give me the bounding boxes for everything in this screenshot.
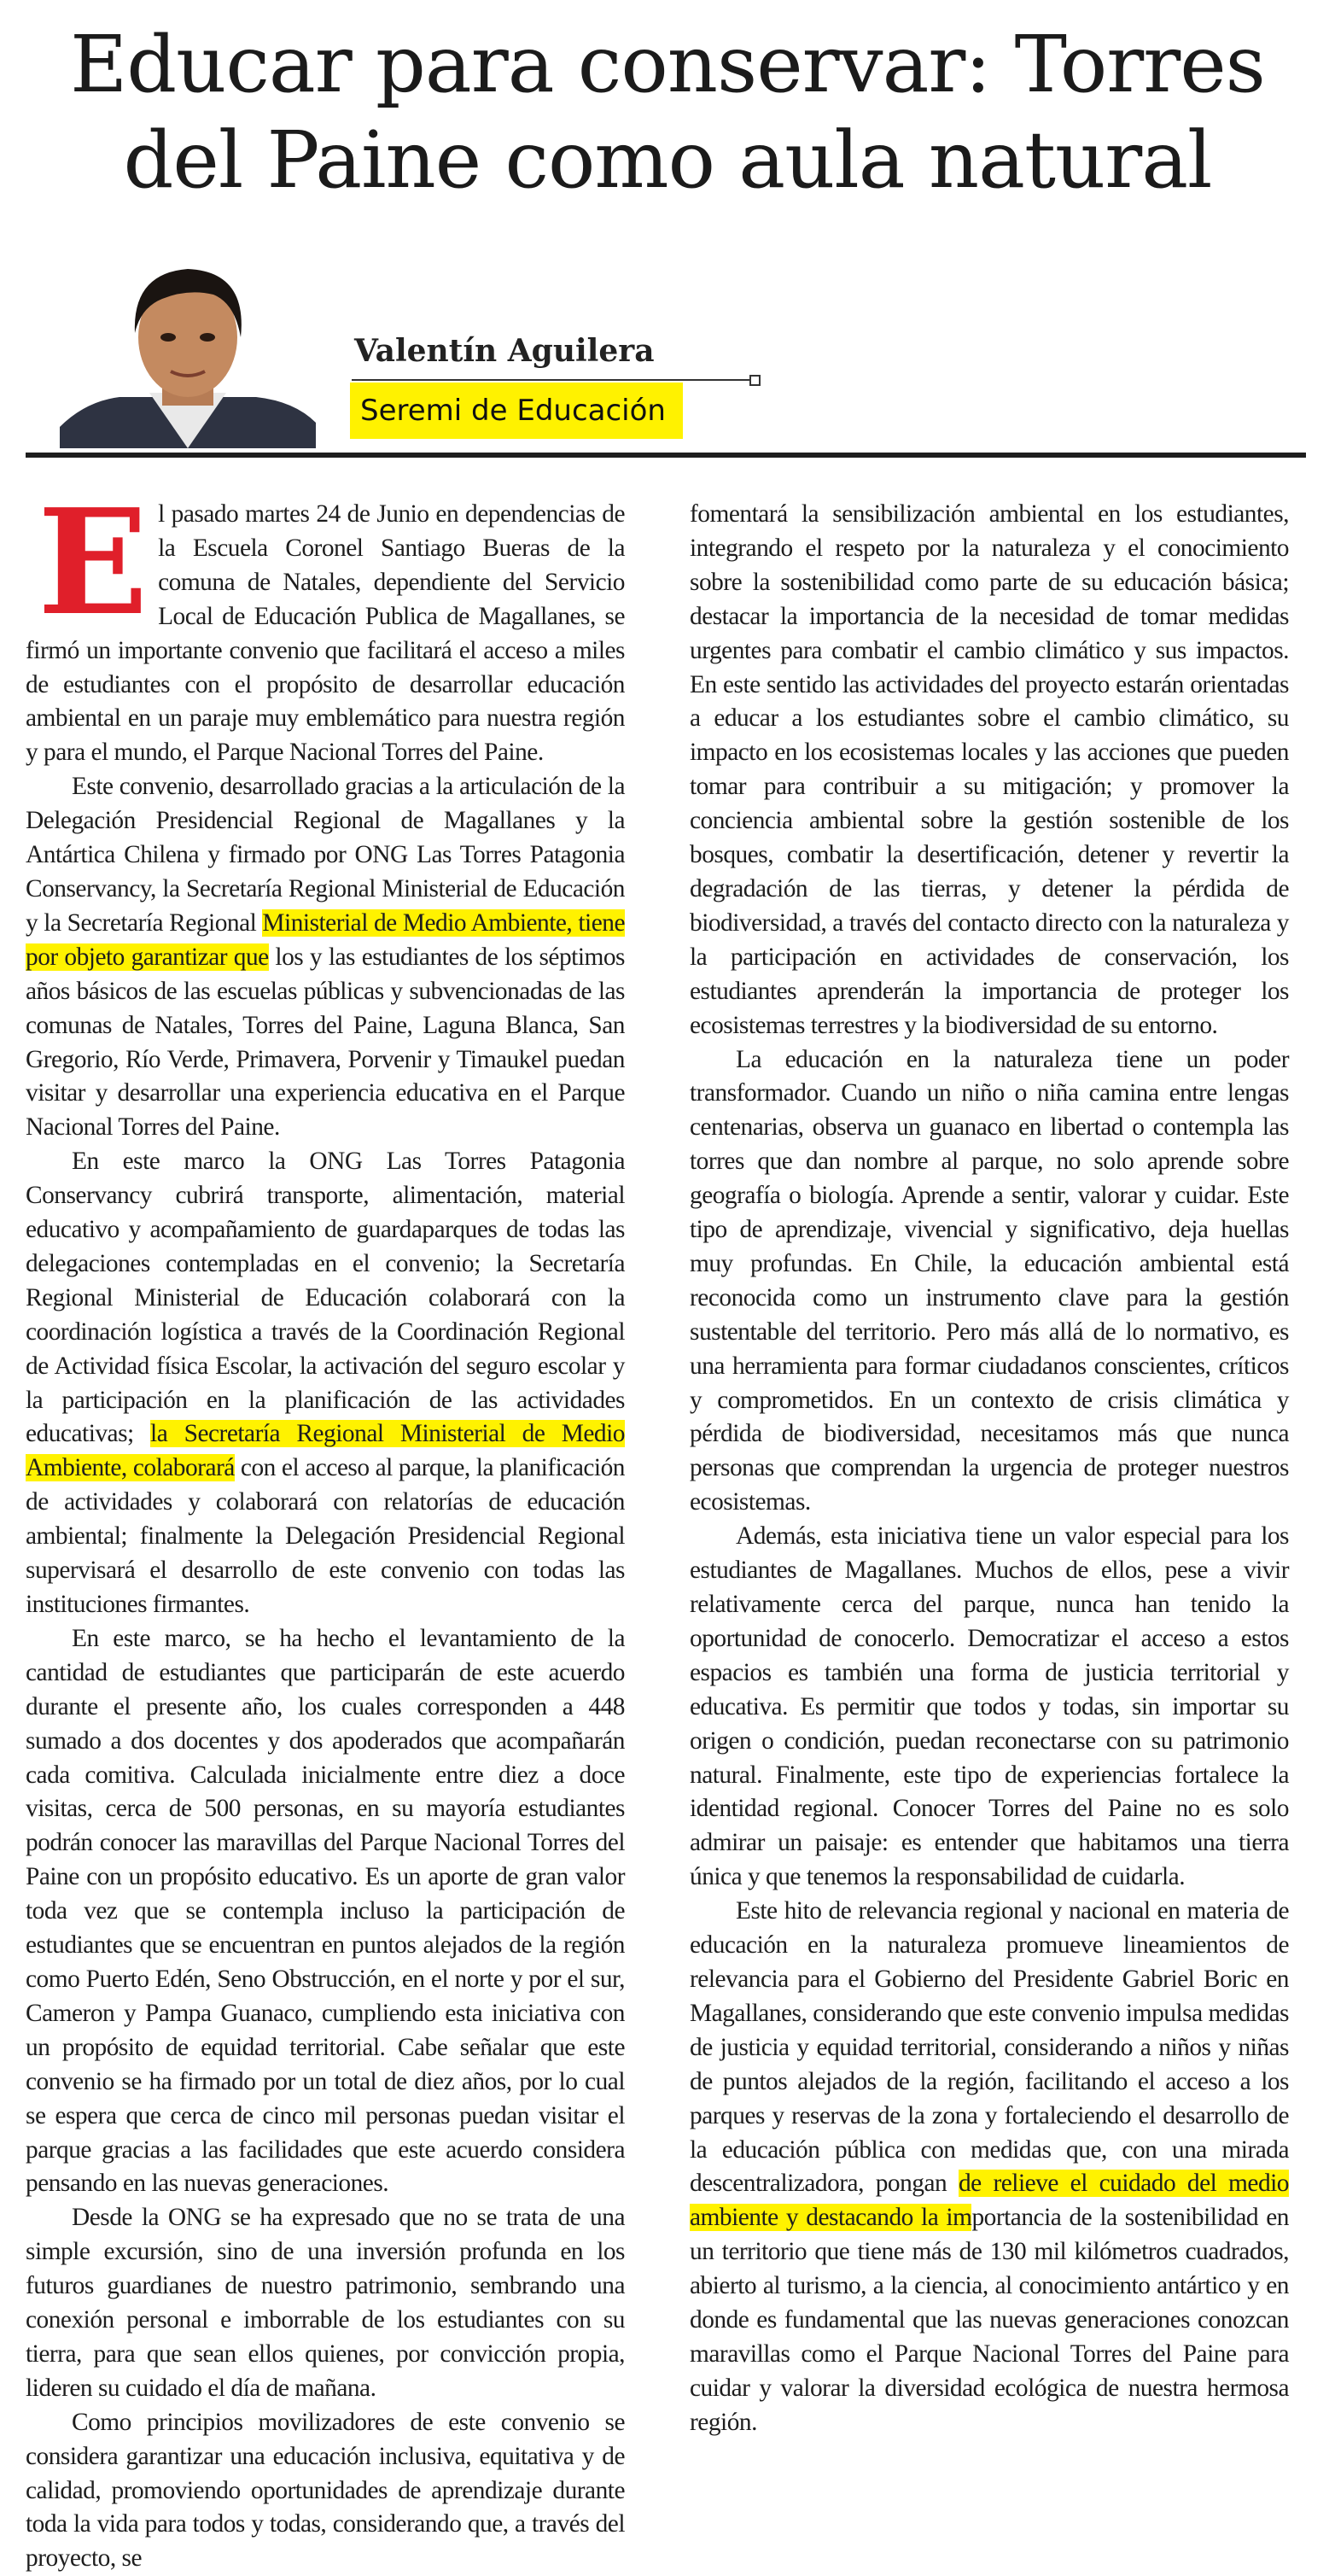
author-role-highlight xyxy=(350,383,683,439)
highlighted-text: de relieve el cuidado del medio ambiente y destacando la im xyxy=(690,2170,1289,2232)
paragraph: Este hito de relevancia regional y nacional en materia de educación en la naturaleza promueve lineamientos de relevancia para el Gobierno del Presidente Gabriel Boric en Magallanes, considerando que este convenio impulsa medidas de justicia y equidad territorial, considerando a niños y niñas de puntos alejados de la región, facilitando el acceso a los parques y reservas de la zona y fortaleciendo el desarrollo de la educación pública con medidas que, con una mirada descentralizadora, pongan de relieve el cuidado del medio ambiente y destacando la importancia de la sostenibilidad en un territorio que tiene más de 130 mil kilómetros cuadrados, abierto al turismo, a la ciencia, al conocimiento antártico y en donde es fundamental que las nuevas generaciones conozcan maravillas como el Parque Nacional Torres del Paine para cuidar y valorar la diversidad ecológica de nuestra hermosa región. xyxy=(690,1897,1289,2436)
author-divider-end xyxy=(749,375,761,386)
paragraph: En este marco, se ha hecho el levantamiento de la cantidad de estudiantes que participarán de este acuerdo durante el presente año, los cuales corresponden a 448 sumado a dos docentes y dos apoderados que acompañarán cada comitiva. Calculada inicialmente entre diez a doce visitas, cerca de 500 personas, en su mayoría estudiantes podrán conocer las maravillas del Parque Nacional Torres del Paine con un propósito educativo. Es un aporte de gran valor toda vez que se contempla incluso la participación de estudiantes que se encuentran en puntos alejados de la región como Puerto Edén, Seno Obstrucción, en el norte y por el sur, Cameron y Pampa Guanaco, cumpliendo esta iniciativa con un propósito de equidad territorial. Cabe señalar que este convenio se ha firmado por un total de diez años, por lo cual se espera que cerca de cinco mil personas puedan visitar el parque gracias a las facilidades que este acuerdo considera pensando en las nuevas generaciones. xyxy=(26,1624,625,2198)
headline-line-1: Educar para conservar: Torres xyxy=(70,19,1265,110)
paragraph: El pasado martes 24 de Junio en dependencias de la Escuela Coronel Santiago Bueras de la comuna de Natales, dependiente del Servicio Local de Educación Publica de Magallanes, se firmó un importante convenio que facilitará el acceso a miles de estudiantes con el propósito de desarrollar educación ambiental en un paraje muy emblemático para nuestra región y para el mundo, el Parque Nacional Torres del Paine. xyxy=(26,477,625,767)
headline-line-2: del Paine como aula natural xyxy=(123,114,1212,206)
author-portrait xyxy=(60,256,316,448)
header-rule xyxy=(26,453,1306,458)
paragraph: Desde la ONG se ha expresado que no se trata de una simple excursión, sino de una inversión profunda en los futuros guardianes de nuestro patrimonio, sembrando una conexión personal e imborrable de los estudiantes con su tierra, para que sean ellos quienes, por convicción propia, lideren su cuidado el día de mañana. xyxy=(26,2204,625,2402)
author-role: Seremi de Educación xyxy=(360,394,666,428)
article-column-right xyxy=(690,498,1289,2440)
author-name: Valentín Aguilera xyxy=(354,333,655,369)
paragraph: Este convenio, desarrollado gracias a la articulación de la Delegación Presidencial Regional de Magallanes y la Antártica Chilena y firmado por ONG Las Torres Patagonia Conservancy, la Secretaría Regional Ministerial de Educación y la Secretaría Regional Ministerial de Medio Ambiente, tiene por objeto garantizar que los y las estudiantes de los séptimos años básicos de las escuelas públicas y subvencionadas de las comunas de Natales, Torres del Paine, Laguna Blanca, San Gregorio, Río Verde, Primavera, Porvenir y Timaukel puedan visitar y desarrollar una experiencia educativa en el Parque Nacional Torres del Paine. xyxy=(26,773,625,1142)
highlighted-text: Ministerial de Medio Ambiente, tiene por objeto garantizar que xyxy=(26,908,625,971)
paragraph: fomentará la sensibilización ambiental en los estudiantes, integrando el respeto por la naturaleza y el conocimiento sobre la sostenibilidad como parte de su educación básica; destacar la importancia de la necesidad de tomar medidas urgentes para combatir el cambio climático y sus impactos. En este sentido las actividades del proyecto estarán orientadas a educar a los estudiantes sobre el cambio climático, su impacto en los ecosistemas locales y las acciones que pueden tomar para contribuir a su mitigación; y promover la conciencia ambiental sobre la gestión sostenible de los bosques, combatir la desertificación, detener y revertir la degradación de las tierras, y detener la pérdida de biodiversidad, a través del contacto directo con la naturaleza y la participación en actividades de conservación, los estudiantes aprenderán la importancia de proteger los ecosistemas terrestres y la biodiversidad de su entorno. xyxy=(690,500,1289,1039)
paragraph: Además, esta iniciativa tiene un valor especial para los estudiantes de Magallanes. Muchos de ellos, pese a vivir relativamente cerca del parque, nunca han tenido la oportunidad de conocerlo. Democratizar el acceso a estos espacios es también una forma de justicia territorial y educativa. Es permitir que todos y todas, sin importar su origen o condición, puedan reconectarse con su patrimonio natural. Finalmente, este tipo de experiencias fortalece la identidad regional. Conocer Torres del Paine no es solo admirar un paisaje: es entender que habitamos una tierra única y que tenemos la responsabilidad de cuidarla. xyxy=(690,1522,1289,1891)
paragraph: En este marco la ONG Las Torres Patagonia Conservancy cubrirá transporte, alimentación, material educativo y acompañamiento de guardaparques de todas las delegaciones contempladas en el convenio; la Secretaría Regional Ministerial de Educación colaborará con la coordinación logística a través de la Coordinación Regional de Actividad física Escolar, la activación del seguro escolar y la participación en la planificación de las actividades educativas; la Secretaría Regional Ministerial de Medio Ambiente, colaborará con el acceso al parque, la planificación de actividades y colaborará con relatorías de educación ambiental; finalmente la Delegación Presidencial Regional supervisará el desarrollo de este convenio con todas las instituciones firmantes. xyxy=(26,1148,625,1618)
highlighted-text: la Secretaría Regional Ministerial de Medio Ambiente, colaborará xyxy=(26,1420,625,1482)
paragraph: Como principios movilizadores de este convenio se considera garantizar una educación inclusiva, equitativa y de calidad, promoviendo oportunidades de aprendizaje durante toda la vida para todos y todas, considerando que, a través del proyecto, se xyxy=(26,2408,625,2573)
article-column-left xyxy=(26,477,625,2576)
paragraph: La educación en la naturaleza tiene un poder transformador. Cuando un niño o niña camina entre lengas centenarias, observa un guanaco en libertad o contempla las torres que dan nombre al parque, no solo aprende sobre geografía o biología. Aprende a sentir, valorar y cuidar. Este tipo de aprendizaje, vivencial y significativo, deja huellas muy profundas. En Chile, la educación ambiental está reconocida como un instrumento clave para la gestión sustentable del territorio. Pero más allá de lo normativo, es una herramienta para formar ciudadanos conscientes, críticos y comprometidos. En un contexto de crisis climática y pérdida de biodiversidad, necesitamos más que nunca personas que comprendan la urgencia de proteger nuestros ecosistemas. xyxy=(690,1045,1289,1516)
drop-cap: E xyxy=(38,477,149,648)
article-headline xyxy=(0,17,1335,208)
author-divider xyxy=(352,379,753,381)
